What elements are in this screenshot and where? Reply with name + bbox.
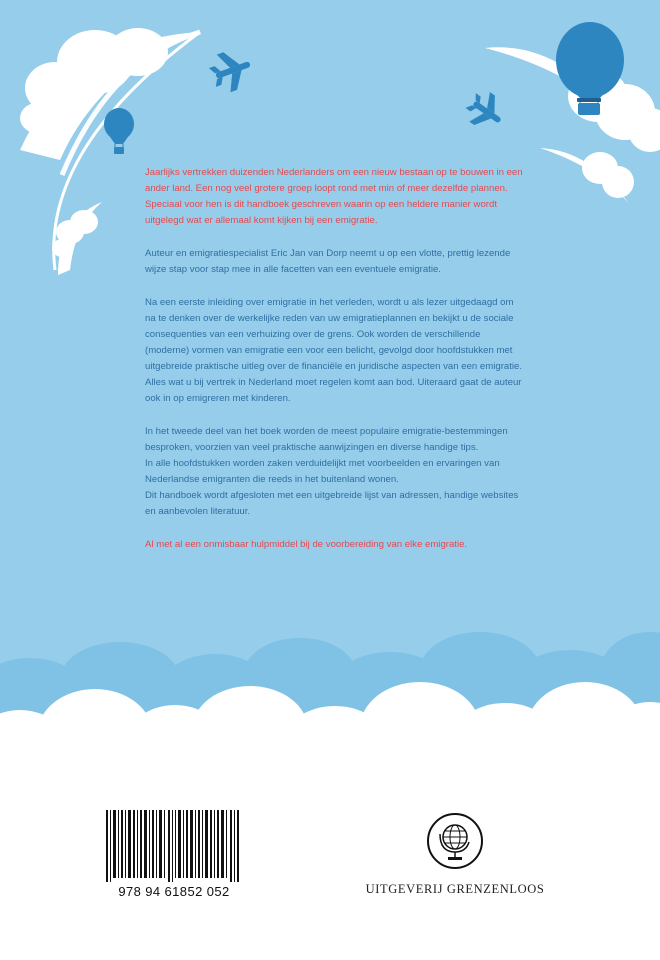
publisher-block: [360, 812, 550, 897]
barcode-block: [104, 810, 244, 899]
globe-logo-icon: [426, 812, 484, 870]
examples-paragraph: In alle hoofdstukken worden zaken verduidelijkt met voorbeelden en ervaringen van Nederlandse emigranten die reeds in het buitenland wonen.: [145, 458, 500, 485]
isbn-number: 978 94 61852 052: [118, 884, 230, 899]
publisher-name: UITGEVERIJ GRENZENLOOS: [365, 882, 545, 896]
back-cover-text: [145, 165, 525, 570]
contents-paragraph: Na een eerste inleiding over emigratie in het verleden, wordt u als lezer uitgedaagd om na te denken over de werkelijke reden van uw emigratieplannen en bekijkt u de sociale consequenties van een verhuizing over de grens. Ook worden de verschillende (moderne) vormen van emigratie een voor een belicht, gevolgd door hoofdstukken met uitgebreide praktische uitleg over de financiële en juridische aspecten van een emigratie. Alles wat u bij vertrek in Nederland moet regelen komt aan bod. Uiteraard gaat de auteur ook in op emigreren met kinderen.: [145, 297, 523, 404]
part-two-paragraph: In het tweede deel van het boek worden de meest populaire emigratie-bestemmingen besproken, voorzien van veel praktische aanwijzingen en diverse handige tips.: [145, 426, 508, 453]
summary-paragraph: Al met al een onmisbaar hulpmiddel bij de voorbereiding van elke emigratie.: [145, 539, 468, 550]
cloud-band-front: [0, 682, 660, 960]
barcode: [104, 810, 242, 882]
closing-paragraph: Dit handboek wordt afgesloten met een uitgebreide lijst van adressen, handige websites en aanbevolen literatuur.: [145, 490, 519, 517]
author-paragraph: Auteur en emigratiespecialist Eric Jan van Dorp neemt u op een vlotte, prettig lezende wijze stap voor stap mee in alle facetten van een eventuele emigratie.: [145, 248, 511, 275]
intro-paragraph: Jaarlijks vertrekken duizenden Nederlanders om een nieuw bestaan op te bouwen in een ander land. Een nog veel grotere groep loopt rond met min of meer dezelfde plannen. Speciaal voor hen is dit handboek geschreven waarin op een heldere manier wordt uitgelegd wat er allemaal komt kijken bij een emigratie.: [145, 167, 523, 226]
